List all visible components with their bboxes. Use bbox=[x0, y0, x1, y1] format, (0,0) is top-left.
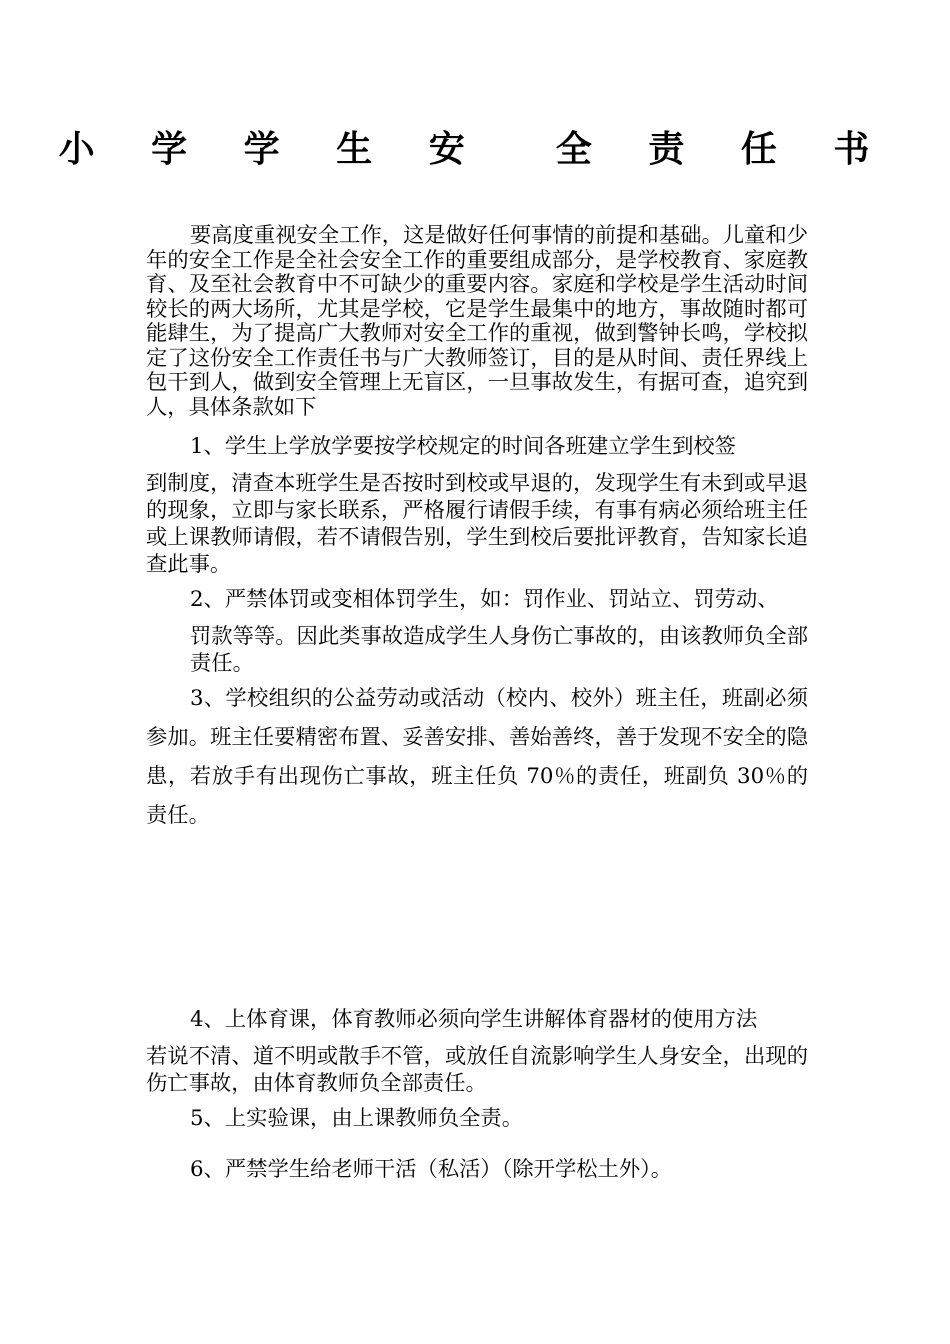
clause-2-body: 罚款等等。因此类事故造成学生人身伤亡事故的，由该教师负全部责任。 bbox=[190, 624, 808, 676]
clause-4-first-line: 4、上体育课，体育教师必须向学生讲解体育器材的使用方法 bbox=[190, 1007, 758, 1032]
clause-2 bbox=[146, 586, 808, 677]
clause-4-body: 若说不清、道不明或散手不管，或放任自流影响学生人身安全，出现的伤亡事故，由体育教师负全部责任。 bbox=[146, 1044, 808, 1096]
clause-6: 6、严禁学生给老师干活（私活）（除开学松土外）。 bbox=[190, 1157, 673, 1182]
intro-paragraph: 要高度重视安全工作，这是做好任何事情的前提和基础。儿童和少年的安全工作是全社会安全工作的重要组成部分，是学校教育、家庭教育、及至社会教育中不可缺少的重要内容。家庭和学校是学生活动时间较长的两大场所，尤其是学校，它是学生最集中的地方，事故随时都可能肆生，为了提高广大教师对安全工作的重视，做到警钟长鸣，学校拟定了这份安全工作责任书与广大教师签订，目的是从时间、责任界线上包干到人，做到安全管理上无盲区，一旦事故发生，有据可查，追究到人，具体条款如下 bbox=[146, 223, 808, 420]
clause-2-first-line: 2、严禁体罚或变相体罚学生，如：罚作业、罚站立、罚劳动、 bbox=[190, 587, 779, 612]
clause-1-first-line: 1、学生上学放学要按学校规定的时间各班建立学生到校签 bbox=[190, 434, 736, 459]
clause-3: 3、学校组织的公益劳动或活动（校内、校外）班主任，班副必须参加。班主任要精密布置、妥善安排、善始善终，善于发现不安全的隐患，若放手有出现伤亡事故，班主任负 70％的责任，班副负 30％的责任。 bbox=[146, 686, 808, 828]
clause-5: 5、上实验课，由上课教师负全责。 bbox=[190, 1106, 524, 1131]
clause-1 bbox=[146, 433, 808, 578]
clause-1-body: 到制度，清查本班学生是否按时到校或早退的，发现学生有未到或早退的现象，立即与家长联系，严格履行请假手续，有事有病必须给班主任或上课教师请假，若不请假告别，学生到校后要批评教育，告知家长追查此事。 bbox=[146, 471, 808, 577]
clause-4 bbox=[146, 1006, 808, 1097]
document-title: 小 学 学 生 安 全 责 任 书 bbox=[58, 129, 892, 170]
